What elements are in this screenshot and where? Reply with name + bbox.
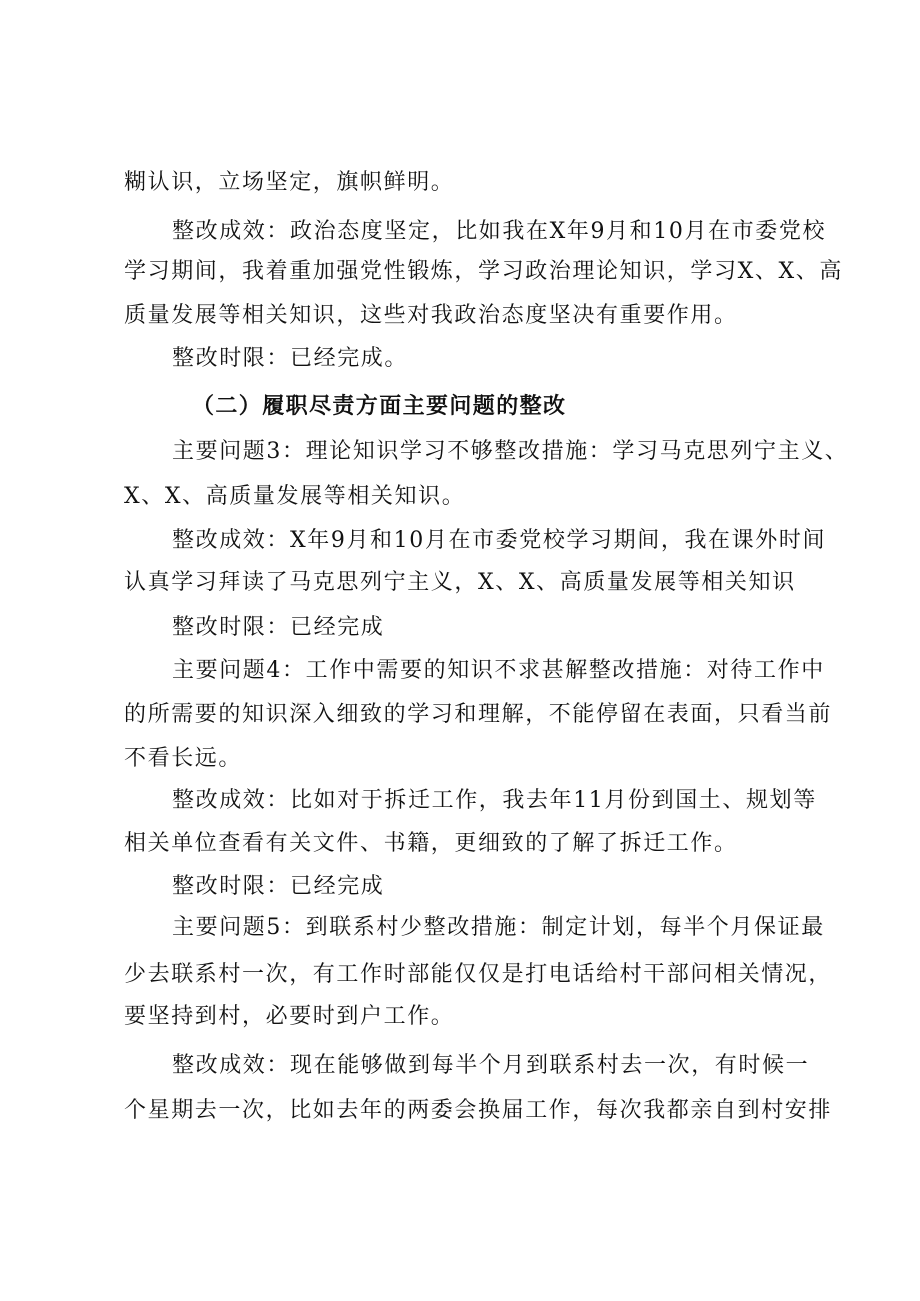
text-line: 主要问题4：工作中需要的知识不求甚解整改措施：对待工作中 — [172, 658, 825, 683]
text-line: 相关单位查看有关文件、书籍，更细致的了解了拆迁工作。 — [124, 831, 738, 856]
text-line: 主要问题3：理论知识学习不够整改措施：学习马克思列宁主义、 — [172, 439, 849, 464]
text-line: 整改时限：已经完成。 — [172, 346, 409, 371]
text-line: 糊认识，立场坚定，旗帜鲜明。 — [124, 170, 455, 195]
text-line: 整改成效：比如对于拆迁工作，我去年11月份到国土、规划等 — [172, 788, 817, 813]
text-line: 的所需要的知识深入细致的学习和理解，不能停留在表面，只看当前 — [124, 702, 833, 727]
text-line: 整改成效：政治态度坚定，比如我在X年9月和10月在市委党校 — [172, 219, 827, 244]
text-line: 主要问题5：到联系村少整改措施：制定计划，每半个月保证最 — [172, 915, 825, 940]
text-line: 整改时限：已经完成 — [172, 615, 385, 640]
text-line: 整改成效：现在能够做到每半个月到联系村去一次，有时候一 — [172, 1053, 810, 1078]
text-line: 要坚持到村，必要时到户工作。 — [124, 1004, 455, 1029]
text-line: 个星期去一次，比如去年的两委会换届工作，每次我都亲自到村安排 — [124, 1098, 833, 1123]
text-line: 少去联系村一次，有工作时部能仅仅是打电话给村干部问相关情况， — [124, 962, 833, 987]
text-line: 不看长远。 — [124, 746, 243, 771]
text-line: 整改时限：已经完成 — [172, 874, 385, 899]
text-line: 认真学习拜读了马克思列宁主义，X、X、高质量发展等相关知识 — [124, 570, 796, 595]
text-line: 整改成效：X年9月和10月在市委党校学习期间，我在课外时间 — [172, 528, 827, 553]
text-line: X、X、高质量发展等相关知识。 — [124, 484, 466, 509]
text-line: 质量发展等相关知识，这些对我政治态度坚决有重要作用。 — [124, 303, 738, 328]
section-heading: （二）履职尽责方面主要问题的整改 — [192, 393, 567, 419]
text-line: 学习期间，我着重加强党性锻炼，学习政治理论知识，学习X、X、高 — [124, 259, 843, 284]
